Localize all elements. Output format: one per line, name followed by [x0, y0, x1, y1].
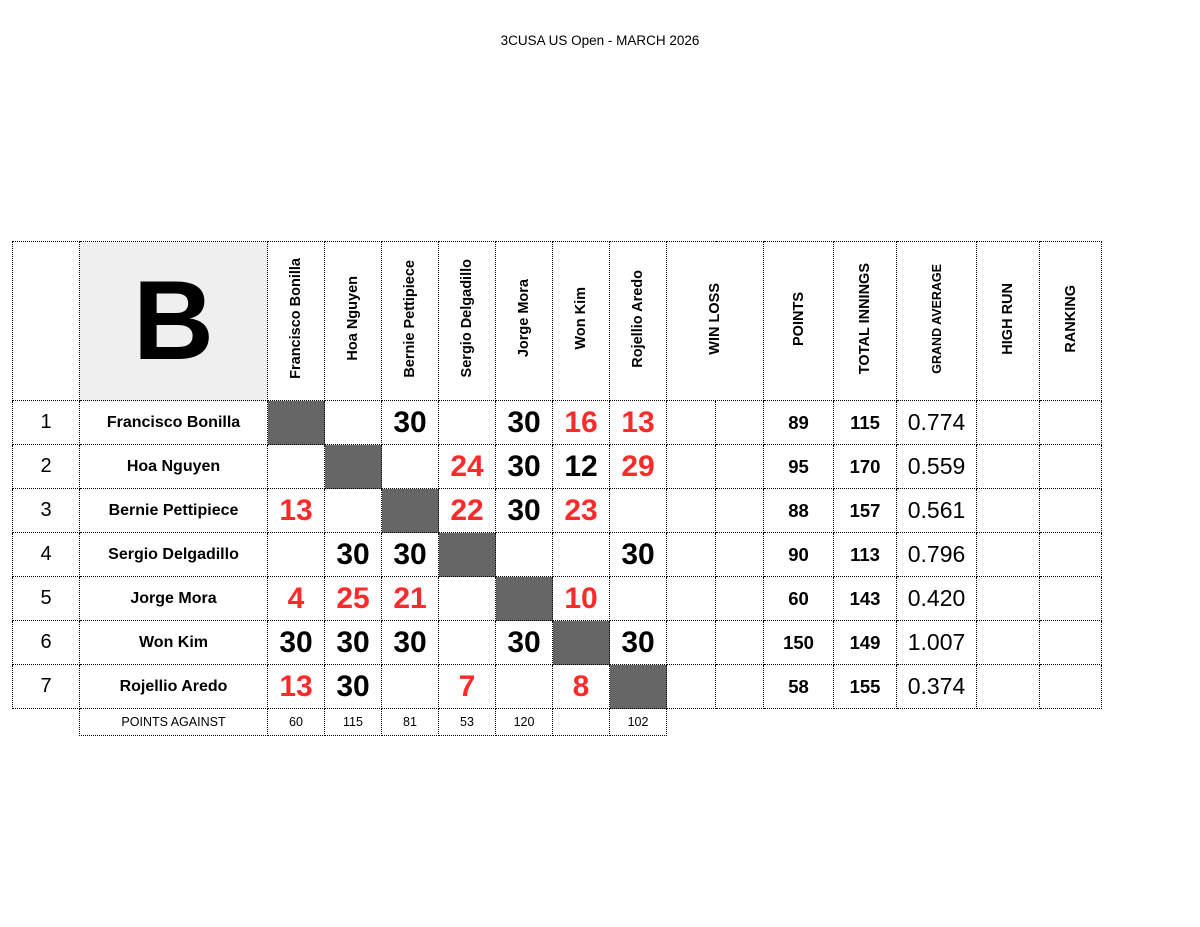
header-opponent-label: Rojellio Aredo [630, 269, 646, 368]
header-win-loss-label: WIN LOSS [707, 282, 723, 355]
loss-cell [716, 665, 764, 709]
score-cell: 13 [268, 489, 325, 533]
score-cell: 25 [325, 577, 382, 621]
loss-cell [716, 489, 764, 533]
score-cell: 30 [496, 489, 553, 533]
self-match-cell [553, 621, 610, 665]
score-cell: 4 [268, 577, 325, 621]
header-points-label: POINTS [790, 291, 807, 346]
score-cell: 12 [553, 445, 610, 489]
header-opponent-label: Won Kim [573, 287, 589, 350]
round-robin-table [12, 241, 1102, 736]
score-cell: 30 [325, 665, 382, 709]
ranking-cell [1040, 665, 1102, 709]
player-name: Won Kim [80, 621, 268, 665]
score-cell: 23 [553, 489, 610, 533]
score-cell: 30 [610, 621, 667, 665]
player-name: Bernie Pettipiece [80, 489, 268, 533]
header-opponent [553, 242, 610, 401]
player-number: 2 [13, 445, 80, 489]
header-opponent [268, 242, 325, 401]
points-against-filler [667, 709, 1102, 736]
win-cell [667, 665, 716, 709]
innings-cell: 115 [834, 401, 897, 445]
ranking-cell [1040, 533, 1102, 577]
player-name: Sergio Delgadillo [80, 533, 268, 577]
player-name: Hoa Nguyen [80, 445, 268, 489]
player-name: Jorge Mora [80, 577, 268, 621]
score-cell [496, 665, 553, 709]
score-cell: 22 [439, 489, 496, 533]
score-cell: 21 [382, 577, 439, 621]
score-cell [325, 489, 382, 533]
ranking-cell [1040, 445, 1102, 489]
group-label: B [80, 242, 268, 401]
high-run-cell [977, 489, 1040, 533]
high-run-cell [977, 665, 1040, 709]
win-cell [667, 445, 716, 489]
win-cell [667, 577, 716, 621]
ranking-cell [1040, 489, 1102, 533]
score-cell [439, 621, 496, 665]
player-name: Francisco Bonilla [80, 401, 268, 445]
player-row [13, 665, 1102, 709]
header-total-innings-label: TOTAL INNINGS [857, 262, 873, 375]
player-number: 5 [13, 577, 80, 621]
header-points [764, 242, 834, 401]
player-row [13, 445, 1102, 489]
points-against-value [553, 709, 610, 736]
ranking-cell [1040, 401, 1102, 445]
self-match-cell [268, 401, 325, 445]
self-match-cell [382, 489, 439, 533]
score-cell [496, 533, 553, 577]
points-against-row [13, 709, 1102, 736]
loss-cell [716, 445, 764, 489]
loss-cell [716, 577, 764, 621]
score-cell [382, 665, 439, 709]
header-ranking-label: RANKING [1062, 284, 1079, 353]
points-against-value: 53 [439, 709, 496, 736]
header-ranking [1040, 242, 1102, 401]
average-cell: 0.561 [897, 489, 977, 533]
high-run-cell [977, 533, 1040, 577]
innings-cell: 149 [834, 621, 897, 665]
player-name: Rojellio Aredo [80, 665, 268, 709]
loss-cell [716, 533, 764, 577]
header-opponent [325, 242, 382, 401]
points-cell: 150 [764, 621, 834, 665]
score-cell: 30 [382, 401, 439, 445]
player-number: 3 [13, 489, 80, 533]
points-cell: 58 [764, 665, 834, 709]
points-cell: 60 [764, 577, 834, 621]
score-cell: 30 [610, 533, 667, 577]
score-cell: 30 [496, 445, 553, 489]
average-cell: 0.796 [897, 533, 977, 577]
header-opponent [439, 242, 496, 401]
score-cell: 30 [496, 401, 553, 445]
score-cell [553, 533, 610, 577]
points-against-label: POINTS AGAINST [80, 709, 268, 736]
header-win-loss [667, 242, 764, 401]
player-number: 7 [13, 665, 80, 709]
average-cell: 1.007 [897, 621, 977, 665]
header-opponent-label: Bernie Pettipiece [402, 259, 418, 378]
win-cell [667, 533, 716, 577]
self-match-cell [496, 577, 553, 621]
score-cell [439, 401, 496, 445]
win-cell [667, 621, 716, 665]
win-cell [667, 489, 716, 533]
header-opponent-label: Jorge Mora [516, 279, 532, 358]
innings-cell: 113 [834, 533, 897, 577]
header-opponent [496, 242, 553, 401]
page-title: 3CUSA US Open - MARCH 2026 [500, 33, 700, 48]
player-row [13, 577, 1102, 621]
self-match-cell [439, 533, 496, 577]
points-against-value: 102 [610, 709, 667, 736]
score-cell: 24 [439, 445, 496, 489]
header-opponent-label: Sergio Delgadillo [459, 259, 475, 378]
points-against-value: 120 [496, 709, 553, 736]
header-total-innings [834, 242, 897, 401]
win-cell [667, 401, 716, 445]
high-run-cell [977, 577, 1040, 621]
score-cell [439, 577, 496, 621]
average-cell: 0.774 [897, 401, 977, 445]
score-cell: 16 [553, 401, 610, 445]
points-cell: 88 [764, 489, 834, 533]
score-cell: 30 [382, 621, 439, 665]
ranking-cell [1040, 577, 1102, 621]
score-cell: 7 [439, 665, 496, 709]
player-row [13, 401, 1102, 445]
high-run-cell [977, 445, 1040, 489]
header-high-run [977, 242, 1040, 401]
header-opponent [382, 242, 439, 401]
innings-cell: 155 [834, 665, 897, 709]
header-row [13, 242, 1102, 401]
score-cell [610, 577, 667, 621]
self-match-cell [325, 445, 382, 489]
score-cell: 30 [325, 533, 382, 577]
score-cell [268, 445, 325, 489]
points-against-value: 81 [382, 709, 439, 736]
points-against-spacer [13, 709, 80, 736]
average-cell: 0.374 [897, 665, 977, 709]
average-cell: 0.420 [897, 577, 977, 621]
high-run-cell [977, 401, 1040, 445]
points-cell: 95 [764, 445, 834, 489]
player-number: 4 [13, 533, 80, 577]
innings-cell: 143 [834, 577, 897, 621]
points-against-value: 115 [325, 709, 382, 736]
innings-cell: 157 [834, 489, 897, 533]
points-against-value: 60 [268, 709, 325, 736]
innings-cell: 170 [834, 445, 897, 489]
score-cell: 29 [610, 445, 667, 489]
player-row [13, 489, 1102, 533]
score-cell: 13 [268, 665, 325, 709]
score-cell: 10 [553, 577, 610, 621]
points-cell: 90 [764, 533, 834, 577]
player-row [13, 621, 1102, 665]
corner-cell [13, 242, 80, 401]
header-opponent-label: Hoa Nguyen [345, 276, 361, 361]
score-cell: 30 [325, 621, 382, 665]
loss-cell [716, 401, 764, 445]
player-number: 1 [13, 401, 80, 445]
score-cell: 13 [610, 401, 667, 445]
header-opponent-label: Francisco Bonilla [288, 258, 304, 379]
header-high-run-label: HIGH RUN [1000, 282, 1016, 355]
score-cell [610, 489, 667, 533]
score-cell: 8 [553, 665, 610, 709]
points-cell: 89 [764, 401, 834, 445]
score-cell [325, 401, 382, 445]
header-grand-average-label: GRAND AVERAGE [929, 263, 944, 374]
player-number: 6 [13, 621, 80, 665]
score-cell: 30 [382, 533, 439, 577]
loss-cell [716, 621, 764, 665]
score-cell: 30 [268, 621, 325, 665]
header-opponent [610, 242, 667, 401]
score-cell [382, 445, 439, 489]
high-run-cell [977, 621, 1040, 665]
player-row [13, 533, 1102, 577]
score-cell: 30 [496, 621, 553, 665]
self-match-cell [610, 665, 667, 709]
score-cell [268, 533, 325, 577]
header-grand-average [897, 242, 977, 401]
average-cell: 0.559 [897, 445, 977, 489]
ranking-cell [1040, 621, 1102, 665]
